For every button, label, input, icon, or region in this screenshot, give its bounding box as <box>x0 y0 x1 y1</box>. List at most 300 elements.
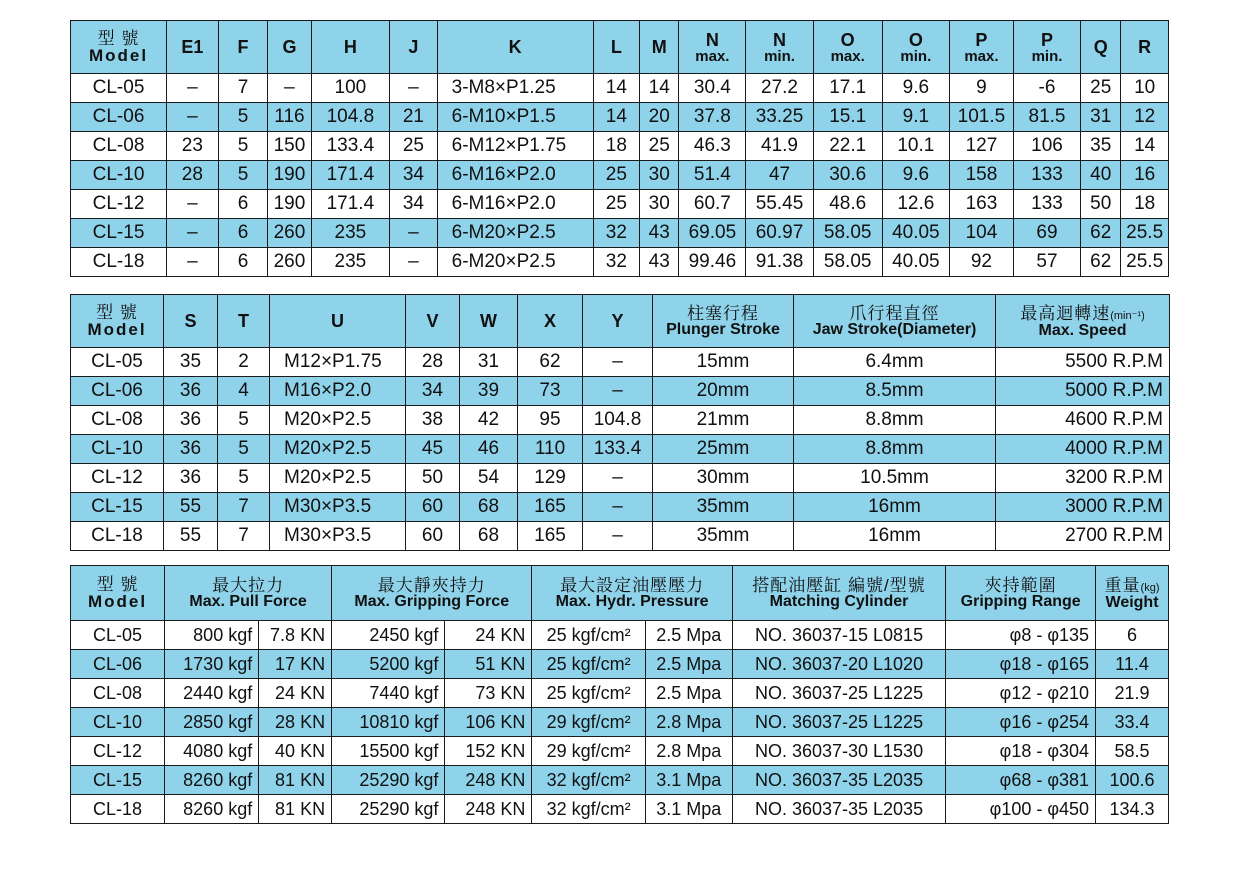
value-cell: 9.6 <box>882 74 949 103</box>
value-cell: – <box>167 190 219 219</box>
value-cell: 260 <box>268 248 311 277</box>
value-cell: 248 KN <box>445 795 532 824</box>
header-label-en: Gripping Range <box>960 592 1081 610</box>
value-cell: 15.1 <box>813 103 882 132</box>
header-label: P <box>1040 29 1053 50</box>
header-label-zh: 型 號 <box>97 29 140 48</box>
value-cell: 25290 kgf <box>332 766 445 795</box>
value-cell: 58.05 <box>813 219 882 248</box>
model-cell: CL-08 <box>71 406 164 435</box>
column-header <box>268 21 311 74</box>
value-cell: 171.4 <box>311 161 390 190</box>
value-cell: 163 <box>949 190 1013 219</box>
value-cell: 68 <box>460 522 518 551</box>
value-cell: 6 <box>218 219 268 248</box>
value-cell: NO. 36037-25 L1225 <box>732 679 946 708</box>
table-row <box>71 795 1169 824</box>
value-cell: 21.9 <box>1096 679 1169 708</box>
value-cell: 3.1 Mpa <box>645 766 732 795</box>
value-cell: 42 <box>460 406 518 435</box>
value-cell: 60.97 <box>746 219 813 248</box>
value-cell: 4080 kgf <box>165 737 259 766</box>
header-zh-line <box>998 304 1167 323</box>
header-label-en: Jaw Stroke(Diameter) <box>812 320 977 338</box>
value-cell: 51.4 <box>679 161 746 190</box>
value-cell: 27.2 <box>746 74 813 103</box>
model-cell: CL-06 <box>71 103 167 132</box>
value-cell: 104 <box>949 219 1013 248</box>
value-cell: 7440 kgf <box>332 679 445 708</box>
value-cell: 35 <box>164 348 218 377</box>
value-cell: 14 <box>593 103 639 132</box>
value-cell: 62 <box>1081 248 1121 277</box>
header-label-zh: 最大拉力 <box>212 575 285 595</box>
value-cell: 30.4 <box>679 74 746 103</box>
header-label-zh: 型 號 <box>96 575 139 594</box>
value-cell: – <box>268 74 311 103</box>
value-cell: 2 <box>218 348 270 377</box>
header-label-en: Model <box>87 320 147 339</box>
value-cell: 260 <box>268 219 311 248</box>
table-row <box>71 161 1169 190</box>
value-cell: 91.38 <box>746 248 813 277</box>
model-cell: CL-12 <box>71 464 164 493</box>
table-row <box>71 74 1169 103</box>
value-cell: 18 <box>593 132 639 161</box>
value-cell: – <box>583 522 653 551</box>
column-header <box>311 21 390 74</box>
value-cell: φ8 - φ135 <box>946 621 1096 650</box>
value-cell: 2.8 Mpa <box>645 708 732 737</box>
value-cell: 5 <box>218 464 270 493</box>
model-cell: CL-10 <box>71 708 165 737</box>
header-label: N <box>773 29 787 50</box>
column-header <box>1013 21 1080 74</box>
table-row <box>71 464 1170 493</box>
value-cell: 73 KN <box>445 679 532 708</box>
value-cell: 100 <box>311 74 390 103</box>
value-cell: 100.6 <box>1096 766 1169 795</box>
value-cell: 133.4 <box>583 435 653 464</box>
value-cell: 39 <box>460 377 518 406</box>
value-cell: 32 <box>593 248 639 277</box>
value-cell: 3200 R.P.M <box>996 464 1170 493</box>
value-cell: M20×P2.5 <box>270 464 406 493</box>
value-cell: 800 kgf <box>165 621 259 650</box>
value-cell: 50 <box>406 464 460 493</box>
model-cell: CL-18 <box>71 795 165 824</box>
model-cell: CL-06 <box>71 650 165 679</box>
value-cell: 43 <box>640 219 679 248</box>
value-cell: 36 <box>164 406 218 435</box>
value-cell: M30×P3.5 <box>270 522 406 551</box>
model-cell: CL-08 <box>71 132 167 161</box>
value-cell: 32 kgf/cm² <box>532 766 645 795</box>
value-cell: 92 <box>949 248 1013 277</box>
header-label-en: Max. Pull Force <box>189 592 307 610</box>
header-unit: (min⁻¹) <box>1110 309 1145 322</box>
value-cell: 5 <box>218 435 270 464</box>
value-cell: 34 <box>390 190 438 219</box>
value-cell: – <box>583 377 653 406</box>
column-header <box>794 295 996 348</box>
header-sublabel: max. <box>695 47 730 65</box>
column-header <box>732 566 946 621</box>
value-cell: 9 <box>949 74 1013 103</box>
value-cell: M16×P2.0 <box>270 377 406 406</box>
column-header <box>164 295 218 348</box>
value-cell: φ18 - φ304 <box>946 737 1096 766</box>
value-cell: 152 KN <box>445 737 532 766</box>
header-label-en: Max. Hydr. Pressure <box>555 592 709 610</box>
value-cell: 10810 kgf <box>332 708 445 737</box>
value-cell: 133 <box>1013 161 1080 190</box>
column-header <box>71 295 164 348</box>
model-cell: CL-06 <box>71 377 164 406</box>
performance-table <box>70 565 1169 824</box>
value-cell: 5 <box>218 132 268 161</box>
value-cell: 7 <box>218 493 270 522</box>
value-cell: 5500 R.P.M <box>996 348 1170 377</box>
column-header <box>406 295 460 348</box>
value-cell: 165 <box>518 493 583 522</box>
header-unit: (kg) <box>1140 581 1160 594</box>
value-cell: 4600 R.P.M <box>996 406 1170 435</box>
value-cell: 46 <box>460 435 518 464</box>
header-label-zh: 最大靜夾持力 <box>377 575 486 595</box>
value-cell: 25.5 <box>1121 248 1169 277</box>
value-cell: – <box>390 219 438 248</box>
value-cell: 62 <box>1081 219 1121 248</box>
header-sublabel: min. <box>900 47 932 65</box>
value-cell: 18 <box>1121 190 1169 219</box>
value-cell: 6 <box>218 190 268 219</box>
column-header <box>218 21 268 74</box>
value-cell: 25mm <box>653 435 794 464</box>
column-header <box>518 295 583 348</box>
value-cell: 6-M16×P2.0 <box>437 190 593 219</box>
value-cell: 29 kgf/cm² <box>532 708 645 737</box>
column-header <box>532 566 732 621</box>
column-header <box>71 566 165 621</box>
value-cell: 6 <box>1096 621 1169 650</box>
table-row <box>71 766 1169 795</box>
table-row <box>71 406 1170 435</box>
value-cell: 58.05 <box>813 248 882 277</box>
header-label: E1 <box>181 37 204 57</box>
value-cell: 55.45 <box>746 190 813 219</box>
value-cell: 58.5 <box>1096 737 1169 766</box>
value-cell: 35 <box>1081 132 1121 161</box>
model-cell: CL-05 <box>71 74 167 103</box>
header-label: W <box>480 311 497 331</box>
value-cell: 40.05 <box>882 248 949 277</box>
value-cell: 5 <box>218 103 268 132</box>
value-cell: 7 <box>218 522 270 551</box>
value-cell: 116 <box>268 103 311 132</box>
value-cell: – <box>167 103 219 132</box>
value-cell: 60 <box>406 493 460 522</box>
value-cell: 73 <box>518 377 583 406</box>
value-cell: 2.5 Mpa <box>645 621 732 650</box>
header-label: K <box>508 37 522 57</box>
value-cell: 104.8 <box>311 103 390 132</box>
column-header <box>583 295 653 348</box>
value-cell: – <box>167 219 219 248</box>
value-cell: 235 <box>311 219 390 248</box>
value-cell: 99.46 <box>679 248 746 277</box>
column-header <box>882 21 949 74</box>
value-cell: 6.4mm <box>794 348 996 377</box>
value-cell: φ18 - φ165 <box>946 650 1096 679</box>
dimension-table-1 <box>70 20 1169 277</box>
value-cell: 2450 kgf <box>332 621 445 650</box>
value-cell: 54 <box>460 464 518 493</box>
value-cell: 8.8mm <box>794 435 996 464</box>
column-header <box>270 295 406 348</box>
value-cell: NO. 36037-35 L2035 <box>732 795 946 824</box>
value-cell: 28 <box>167 161 219 190</box>
value-cell: 25 kgf/cm² <box>532 621 645 650</box>
value-cell: 8.8mm <box>794 406 996 435</box>
value-cell: φ68 - φ381 <box>946 766 1096 795</box>
value-cell: 2.5 Mpa <box>645 679 732 708</box>
value-cell: 12.6 <box>882 190 949 219</box>
value-cell: 25 kgf/cm² <box>532 650 645 679</box>
value-cell: 6-M10×P1.5 <box>437 103 593 132</box>
value-cell: – <box>390 74 438 103</box>
value-cell: 15mm <box>653 348 794 377</box>
value-cell: φ100 - φ450 <box>946 795 1096 824</box>
column-header <box>218 295 270 348</box>
value-cell: 32 kgf/cm² <box>532 795 645 824</box>
column-header <box>593 21 639 74</box>
table-row <box>71 650 1169 679</box>
header-label-zh: 夾持範圍 <box>984 575 1057 595</box>
value-cell: 41.9 <box>746 132 813 161</box>
value-cell: 95 <box>518 406 583 435</box>
value-cell: 190 <box>268 161 311 190</box>
header-sublabel: max. <box>964 47 999 65</box>
value-cell: 20mm <box>653 377 794 406</box>
value-cell: 34 <box>390 161 438 190</box>
value-cell: 25 <box>593 190 639 219</box>
value-cell: 30 <box>640 190 679 219</box>
value-cell: 2700 R.P.M <box>996 522 1170 551</box>
value-cell: 30mm <box>653 464 794 493</box>
value-cell: 21mm <box>653 406 794 435</box>
value-cell: 55 <box>164 522 218 551</box>
value-cell: – <box>583 493 653 522</box>
value-cell: M12×P1.75 <box>270 348 406 377</box>
model-cell: CL-15 <box>71 766 165 795</box>
header-label-zh: 型 號 <box>96 303 138 322</box>
model-cell: CL-10 <box>71 161 167 190</box>
column-header <box>332 566 532 621</box>
value-cell: 32 <box>593 219 639 248</box>
value-cell: 158 <box>949 161 1013 190</box>
value-cell: 150 <box>268 132 311 161</box>
value-cell: 21 <box>390 103 438 132</box>
value-cell: 36 <box>164 435 218 464</box>
header-label: L <box>610 37 622 57</box>
value-cell: 10.1 <box>882 132 949 161</box>
value-cell: 40.05 <box>882 219 949 248</box>
header-label: V <box>426 311 439 331</box>
value-cell: 46.3 <box>679 132 746 161</box>
value-cell: 2.8 Mpa <box>645 737 732 766</box>
value-cell: 12 <box>1121 103 1169 132</box>
value-cell: 8.5mm <box>794 377 996 406</box>
value-cell: NO. 36037-25 L1225 <box>732 708 946 737</box>
value-cell: 16mm <box>794 493 996 522</box>
value-cell: NO. 36037-35 L2035 <box>732 766 946 795</box>
column-header <box>640 21 679 74</box>
value-cell: 37.8 <box>679 103 746 132</box>
value-cell: 60 <box>406 522 460 551</box>
value-cell: 24 KN <box>259 679 332 708</box>
value-cell: 25 kgf/cm² <box>532 679 645 708</box>
column-header <box>437 21 593 74</box>
value-cell: 22.1 <box>813 132 882 161</box>
table-header-row <box>71 566 1169 621</box>
value-cell: 28 <box>406 348 460 377</box>
model-cell: CL-18 <box>71 522 164 551</box>
value-cell: 25 <box>593 161 639 190</box>
header-label: O <box>840 29 855 50</box>
value-cell: 25.5 <box>1121 219 1169 248</box>
header-label: O <box>908 29 923 50</box>
value-cell: 40 KN <box>259 737 332 766</box>
header-label: T <box>238 311 249 331</box>
value-cell: 24 KN <box>445 621 532 650</box>
model-cell: CL-05 <box>71 621 165 650</box>
value-cell: 51 KN <box>445 650 532 679</box>
value-cell: 20 <box>640 103 679 132</box>
header-label-zh: 最大設定油壓壓力 <box>560 575 705 595</box>
value-cell: 17.1 <box>813 74 882 103</box>
column-header <box>460 295 518 348</box>
header-label-zh: 爪行程直徑 <box>849 303 940 323</box>
value-cell: 35mm <box>653 493 794 522</box>
value-cell: 6-M16×P2.0 <box>437 161 593 190</box>
header-sublabel: min. <box>764 47 795 65</box>
value-cell: 235 <box>311 248 390 277</box>
value-cell: φ16 - φ254 <box>946 708 1096 737</box>
table-row <box>71 132 1169 161</box>
table-row <box>71 621 1169 650</box>
table-row <box>71 348 1170 377</box>
value-cell: 101.5 <box>949 103 1013 132</box>
header-label: Y <box>611 311 624 331</box>
value-cell: 69.05 <box>679 219 746 248</box>
value-cell: 14 <box>640 74 679 103</box>
table-row <box>71 219 1169 248</box>
value-cell: 2440 kgf <box>165 679 259 708</box>
value-cell: 36 <box>164 377 218 406</box>
value-cell: 45 <box>406 435 460 464</box>
header-label: H <box>343 37 357 57</box>
value-cell: 6-M20×P2.5 <box>437 219 593 248</box>
value-cell: 134.3 <box>1096 795 1169 824</box>
header-label: X <box>543 311 556 331</box>
column-header <box>390 21 438 74</box>
column-header <box>653 295 794 348</box>
value-cell: 25 <box>1081 74 1121 103</box>
header-label: J <box>408 37 419 57</box>
value-cell: 2850 kgf <box>165 708 259 737</box>
value-cell: 10 <box>1121 74 1169 103</box>
value-cell: 81 KN <box>259 766 332 795</box>
value-cell: 23 <box>167 132 219 161</box>
table-row <box>71 708 1169 737</box>
value-cell: 33.4 <box>1096 708 1169 737</box>
header-label-en: Matching Cylinder <box>769 592 909 610</box>
value-cell: 81 KN <box>259 795 332 824</box>
value-cell: 33.25 <box>746 103 813 132</box>
value-cell: 8260 kgf <box>165 766 259 795</box>
table-row <box>71 522 1170 551</box>
value-cell: φ12 - φ210 <box>946 679 1096 708</box>
value-cell: 7.8 KN <box>259 621 332 650</box>
model-cell: CL-10 <box>71 435 164 464</box>
value-cell: 34 <box>406 377 460 406</box>
table-row <box>71 103 1169 132</box>
value-cell: 68 <box>460 493 518 522</box>
table-header-row <box>71 295 1170 348</box>
value-cell: 6 <box>218 248 268 277</box>
value-cell: 106 <box>1013 132 1080 161</box>
header-label: G <box>282 37 297 57</box>
column-header <box>946 566 1096 621</box>
value-cell: 28 KN <box>259 708 332 737</box>
header-label-en: Max. Speed <box>1038 321 1127 339</box>
header-label-zh: 最高迴轉速 <box>1020 303 1111 323</box>
value-cell: NO. 36037-30 L1530 <box>732 737 946 766</box>
header-label: F <box>237 37 249 57</box>
value-cell: 16 <box>1121 161 1169 190</box>
dimension-table-2 <box>70 294 1170 551</box>
value-cell: 40 <box>1081 161 1121 190</box>
table-row <box>71 679 1169 708</box>
value-cell: 10.5mm <box>794 464 996 493</box>
value-cell: 5200 kgf <box>332 650 445 679</box>
value-cell: 9.1 <box>882 103 949 132</box>
column-header <box>167 21 219 74</box>
value-cell: 7 <box>218 74 268 103</box>
value-cell: 171.4 <box>311 190 390 219</box>
value-cell: 3.1 Mpa <box>645 795 732 824</box>
column-header <box>949 21 1013 74</box>
header-label: N <box>705 29 719 50</box>
table-row <box>71 493 1170 522</box>
value-cell: 2.5 Mpa <box>645 650 732 679</box>
value-cell: 106 KN <box>445 708 532 737</box>
value-cell: 190 <box>268 190 311 219</box>
table-row <box>71 737 1169 766</box>
value-cell: 14 <box>1121 132 1169 161</box>
table-header-row <box>71 21 1169 74</box>
value-cell: 3000 R.P.M <box>996 493 1170 522</box>
value-cell: 110 <box>518 435 583 464</box>
value-cell: 31 <box>1081 103 1121 132</box>
value-cell: 30 <box>640 161 679 190</box>
value-cell: M20×P2.5 <box>270 435 406 464</box>
value-cell: 29 kgf/cm² <box>532 737 645 766</box>
header-label: U <box>331 311 344 331</box>
value-cell: NO. 36037-15 L0815 <box>732 621 946 650</box>
value-cell: 5 <box>218 406 270 435</box>
